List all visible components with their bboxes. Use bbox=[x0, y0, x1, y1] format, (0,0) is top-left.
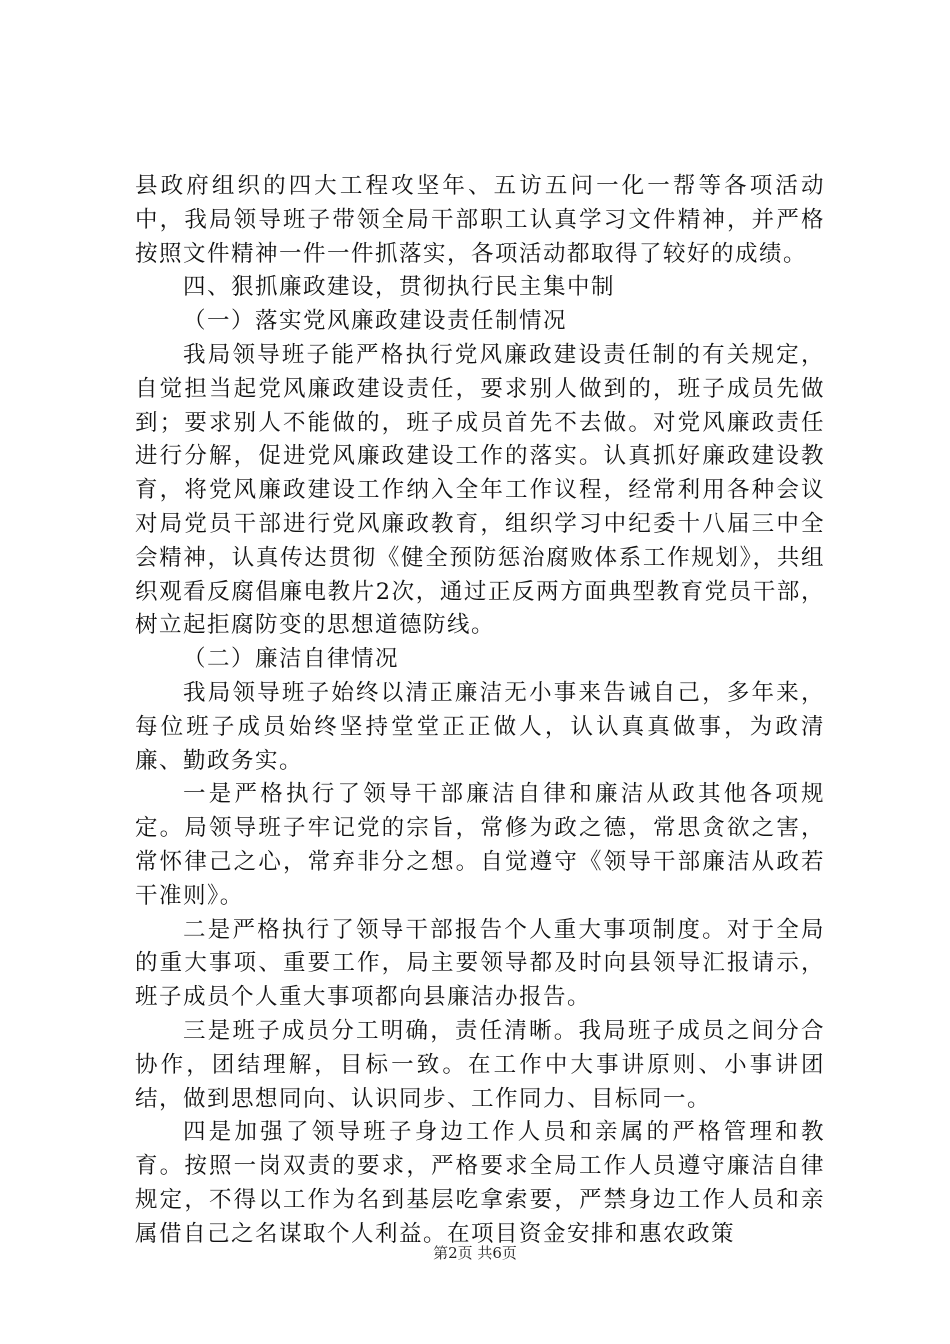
subsection-heading: （二）廉洁自律情况 bbox=[183, 646, 400, 673]
body-paragraph: 二是严格执行了领导干部报告个人重大事项制度。对于全局的重大事项、重要工作，局主要领导都及时向县领导汇报请示，班子成员个人重大事项都向县廉洁办报告。 bbox=[135, 916, 825, 1011]
page-number-footer: 第2页 共6页 bbox=[433, 1244, 517, 1262]
body-paragraph: 我局领导班子始终以清正廉洁无小事来告诫自己，多年来，每位班子成员始终坚持堂堂正正做人，认认真真做事，为政清廉、勤政务实。 bbox=[135, 679, 825, 774]
subsection-heading: （一）落实党风廉政建设责任制情况 bbox=[183, 308, 568, 335]
body-paragraph: 县政府组织的四大工程攻坚年、五访五问一化一帮等各项活动中，我局领导班子带领全局干部职工认真学习文件精神，并严格按照文件精神一件一件抓落实，各项活动都取得了较好的成绩。 bbox=[135, 173, 825, 267]
document-body bbox=[135, 170, 825, 1252]
body-paragraph: 一是严格执行了领导干部廉洁自律和廉洁从政其他各项规定。局领导班子牢记党的宗旨，常修为政之德，常思贪欲之害，常怀律己之心，常弃非分之想。自觉遵守《领导干部廉洁从政若干准则》。 bbox=[135, 781, 825, 909]
section-heading: 四、狠抓廉政建设，贯彻执行民主集中制 bbox=[183, 274, 616, 301]
body-paragraph: 我局领导班子能严格执行党风廉政建设责任制的有关规定，自觉担当起党风廉政建设责任，要求别人做到的，班子成员先做到；要求别人不能做的，班子成员首先不去做。对党风廉政责任进行分解，促进党风廉政建设工作的落实。认真抓好廉政建设教育，将党风廉政建设工作纳入全年工作议程，经常利用各种会议对局党员干部进行党风廉政教育，组织学习中纪委十八届三中全会精神，认真传达贯彻《健全预防惩治腐败体系工作规划》，共组织观看反腐倡廉电教片2次，通过正反两方面典型教育党员干部，树立起拒腐防变的思想道德防线。 bbox=[135, 341, 825, 639]
body-paragraph: 三是班子成员分工明确，责任清晰。我局班子成员之间分合协作，团结理解，目标一致。在工作中大事讲原则、小事讲团结，做到思想同向、认识同步、工作同力、目标同一。 bbox=[135, 1017, 825, 1112]
body-paragraph: 四是加强了领导班子身边工作人员和亲属的严格管理和教育。按照一岗双责的要求，严格要求全局工作人员遵守廉洁自律规定，不得以工作为名到基层吃拿索要，严禁身边工作人员和亲属借自己之名谋取个人利益。在项目资金安排和惠农政策 bbox=[135, 1119, 825, 1247]
